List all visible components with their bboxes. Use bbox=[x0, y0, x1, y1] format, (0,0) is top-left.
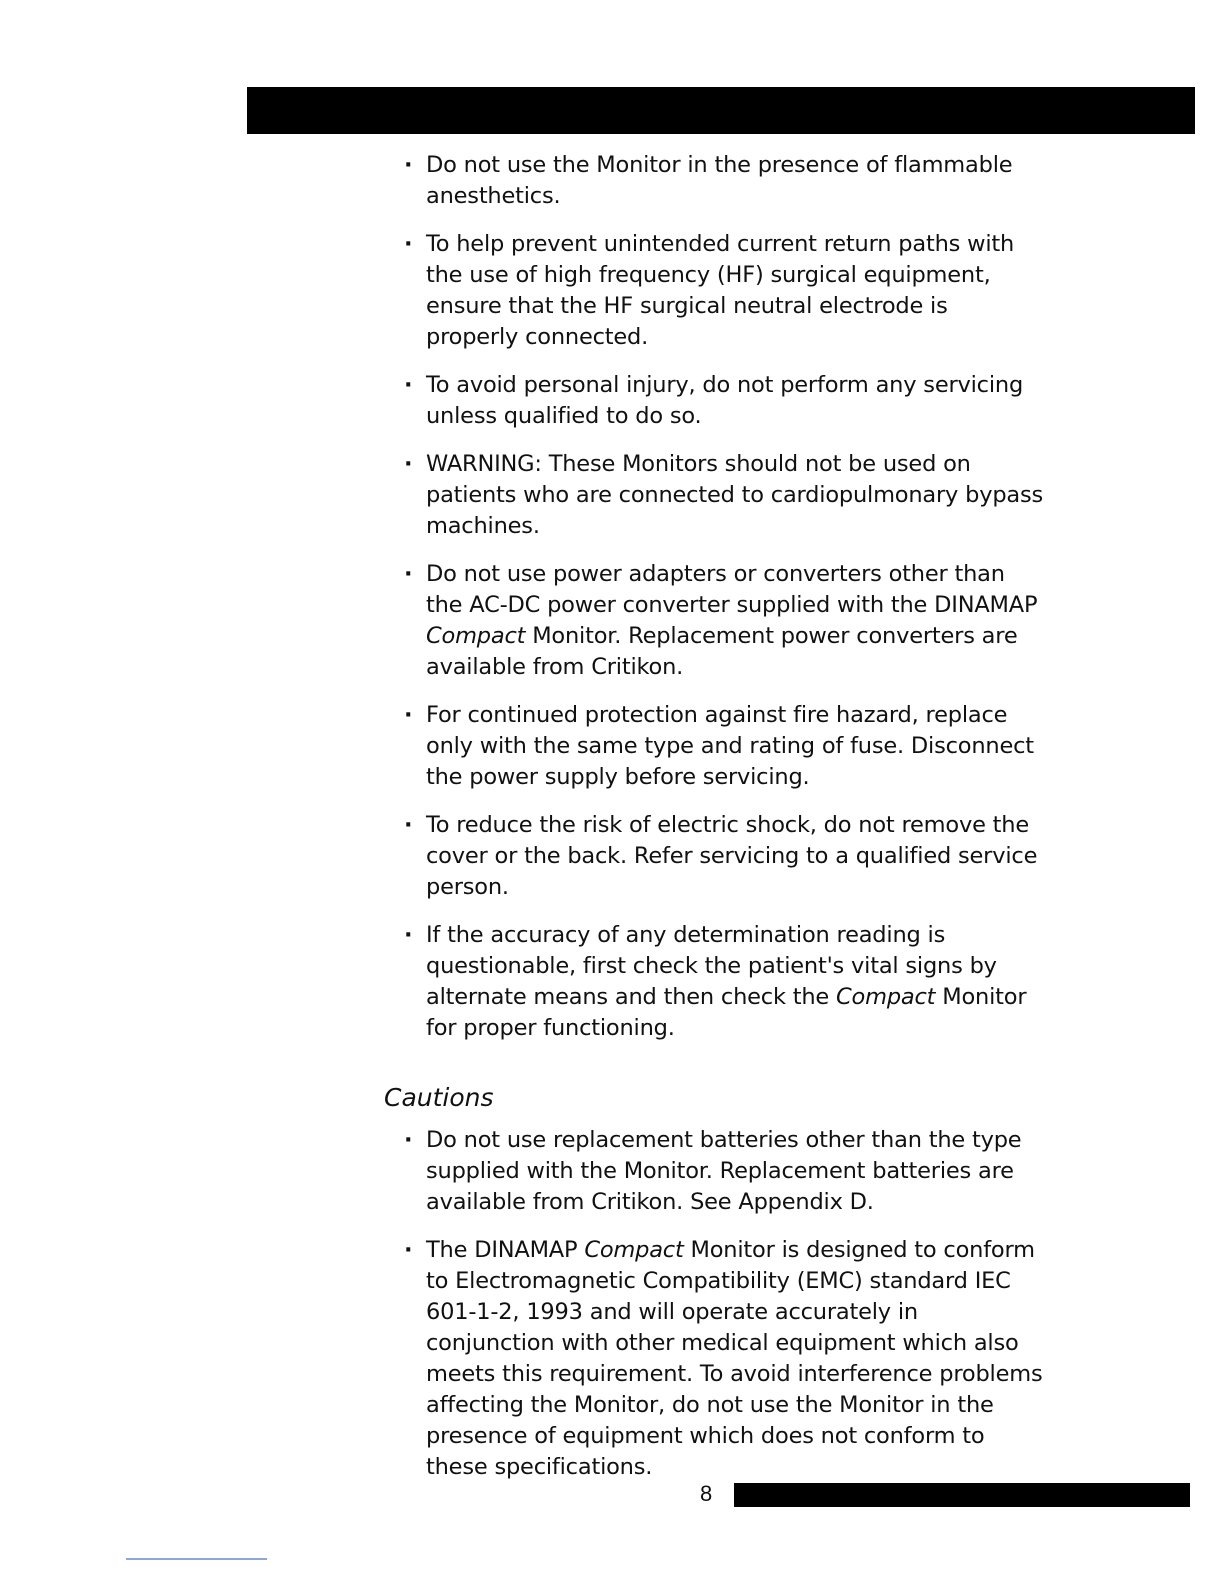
page-number: 8 bbox=[700, 1481, 713, 1506]
warning-item: · Do not use power adapters or converters other than the AC-DC power converter supplied with the DINAMAP Compact Monitor. Replacement power converters are available from Critikon. bbox=[404, 559, 1044, 683]
warning-item: · To avoid personal injury, do not perform any servicing unless qualified to do so. bbox=[404, 370, 1044, 432]
warning-item: · WARNING: These Monitors should not be used on patients who are connected to cardiopulmonary bypass machines. bbox=[404, 449, 1044, 542]
warning-item: · To reduce the risk of electric shock, do not remove the cover or the back. Refer servicing to a qualified service person. bbox=[404, 810, 1044, 903]
caution-item: · The DINAMAP Compact Monitor is designed to conform to Electromagnetic Compatibility (EMC) standard IEC 601-1-2, 1993 and will operate accurately in conjunction with other medical equipment which also meets this requirement. To avoid interference problems affecting the Monitor, do not use the Monitor in the presence of equipment which does not conform to these specifications. bbox=[404, 1235, 1044, 1483]
warning-item: · Do not use the Monitor in the presence of flammable anesthetics. bbox=[404, 150, 1044, 212]
cautions-list bbox=[404, 1125, 1044, 1483]
warning-item: · To help prevent unintended current return paths with the use of high frequency (HF) surgical equipment, ensure that the HF surgical neutral electrode is properly connected. bbox=[404, 229, 1044, 353]
cautions-heading: Cautions bbox=[384, 1083, 494, 1112]
caution-item: · Do not use replacement batteries other than the type supplied with the Monitor. Replacement batteries are available from Critikon. See Appendix D. bbox=[404, 1125, 1044, 1218]
warning-item: · For continued protection against fire hazard, replace only with the same type and rating of fuse. Disconnect the power supply before servicing. bbox=[404, 700, 1044, 793]
warnings-list bbox=[404, 150, 1044, 1044]
header-bar bbox=[247, 87, 1195, 134]
warning-item: · If the accuracy of any determination reading is questionable, first check the patient's vital signs by alternate means and then check the Compact Monitor for proper functioning. bbox=[404, 920, 1044, 1044]
footer-bar bbox=[734, 1483, 1190, 1507]
footer-rule bbox=[126, 1558, 267, 1560]
